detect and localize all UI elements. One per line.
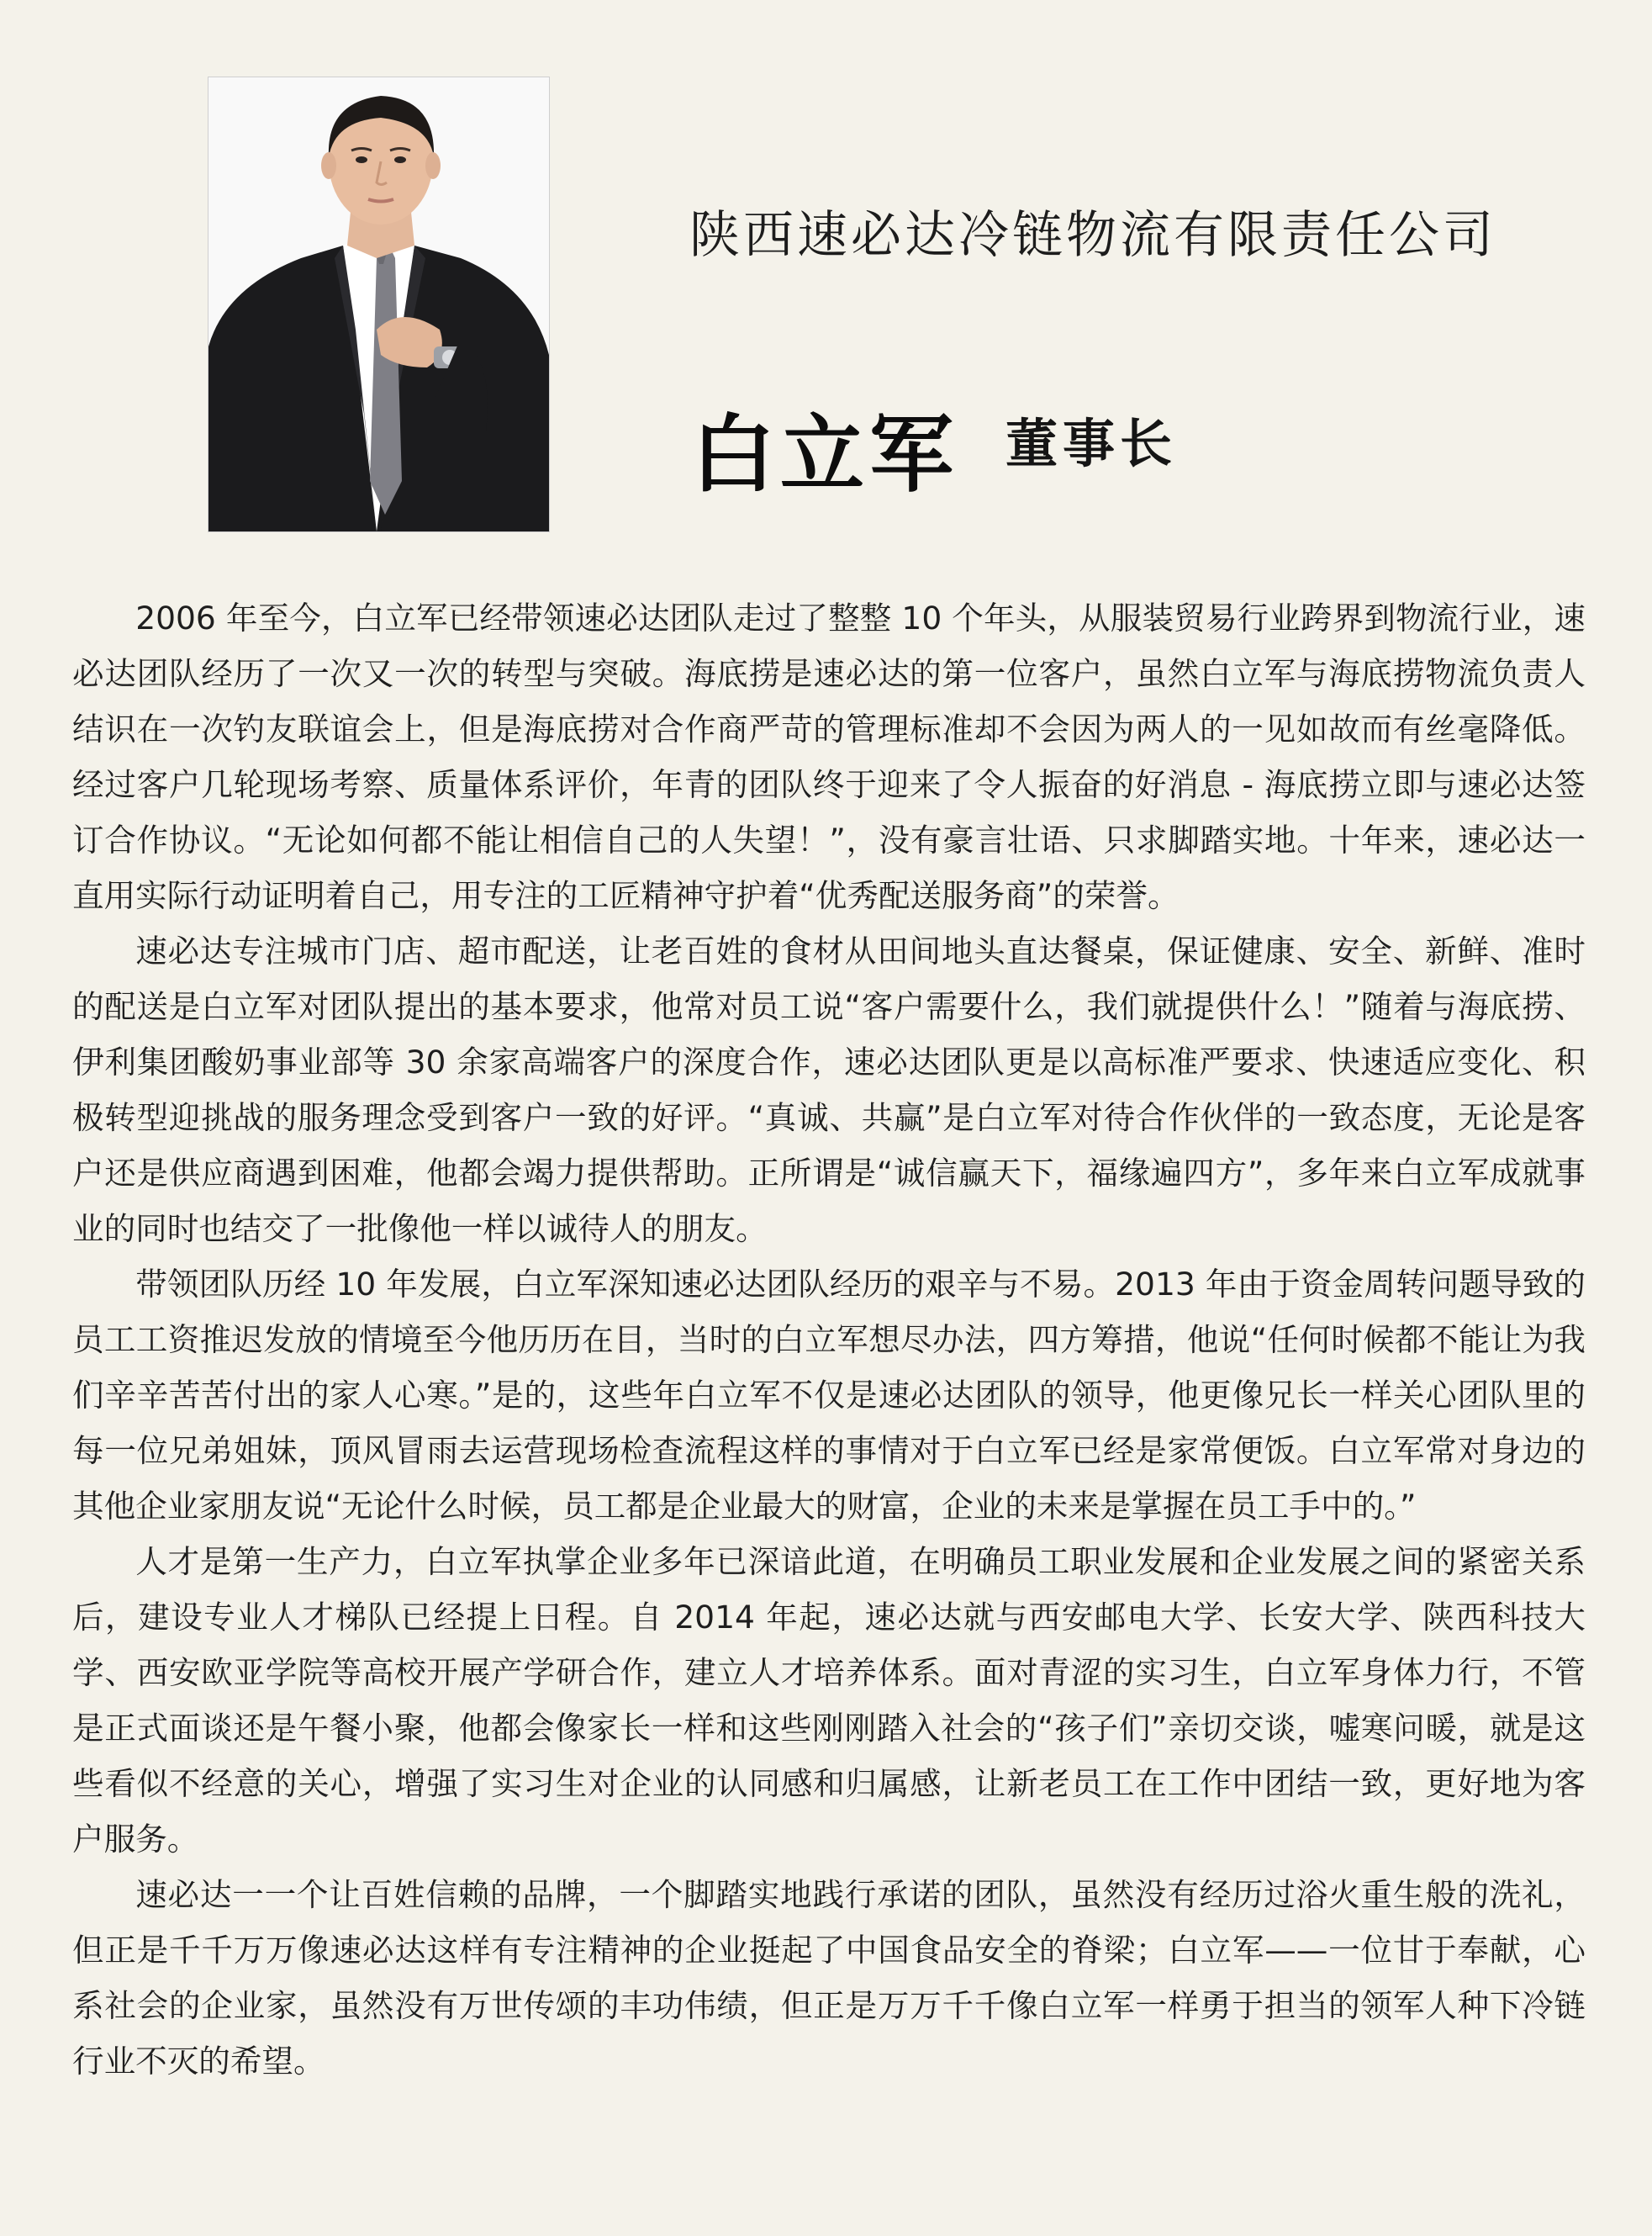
- person-portrait-icon: [208, 77, 549, 531]
- article-paragraph: 带领团队历经 10 年发展，白立军深知速必达团队经历的艰辛与不易。2013 年由于资金周转问题导致的员工工资推迟发放的情境至今他历历在目，当时的白立军想尽办法，四方筹措，他说“任何时候都不能让为我们辛辛苦苦付出的家人心寒。”是的，这些年白立军不仅是速必达团队的领导，他更像兄长一样关心团队里的每一位兄弟姐妹，顶风冒雨去运营现场检查流程这样的事情对于白立军已经是家常便饭。白立军常对身边的其他企业家朋友说“无论什么时候，员工都是企业最大的财富，企业的未来是掌握在员工手中的。”: [72, 1266, 1586, 1525]
- person-name: 白立军: [691, 405, 958, 504]
- article-paragraph: 人才是第一生产力，白立军执掌企业多年已深谙此道，在明确员工职业发展和企业发展之间的紧密关系后，建设专业人才梯队已经提上日程。自 2014 年起，速必达就与西安邮电大学、长安大学、陕西科技大学、西安欧亚学院等高校开展产学研合作，建立人才培养体系。面对青涩的实习生，白立军身体力行，不管是正式面谈还是午餐小聚，他都会像家长一样和这些刚刚踏入社会的“孩子们”亲切交谈，嘘寒问暖，就是这些看似不经意的关心，增强了实习生对企业的认同感和归属感，让新老员工在工作中团结一致，更好地为客户服务。: [72, 1543, 1586, 1858]
- article-paragraph: 速必达专注城市门店、超市配送，让老百姓的食材从田间地头直达餐桌，保证健康、安全、新鲜、准时的配送是白立军对团队提出的基本要求，他常对员工说“客户需要什么，我们就提供什么！”随着与海底捞、伊利集团酸奶事业部等 30 余家高端客户的深度合作，速必达团队更是以高标准严要求、快速适应变化、积极转型迎挑战的服务理念受到客户一致的好评。“真诚、共赢”是白立军对待合作伙伴的一致态度，无论是客户还是供应商遇到困难，他都会竭力提供帮助。正所谓是“诚信赢天下，福缘遍四方”，多年来白立军成就事业的同时也结交了一批像他一样以诚待人的朋友。: [72, 933, 1586, 1247]
- portrait-photo: [208, 77, 549, 531]
- company-name: 陕西速必达冷链物流有限责任公司: [689, 206, 1496, 265]
- article-paragraph: 2006 年至今，白立军已经带领速必达团队走过了整整 10 个年头，从服装贸易行业跨界到物流行业，速必达团队经历了一次又一次的转型与突破。海底捞是速必达的第一位客户，虽然白立军与海底捞物流负责人结识在一次钓友联谊会上，但是海底捞对合作商严苛的管理标准却不会因为两人的一见如故而有丝毫降低。经过客户几轮现场考察、质量体系评价，年青的团队终于迎来了令人振奋的好消息 - 海底捞立即与速必达签订合作协议。“无论如何都不能让相信自己的人失望！”，没有豪言壮语、只求脚踏实地。十年来，速必达一直用实际行动证明着自己，用专注的工匠精神守护着“优秀配送服务商”的荣誉。: [72, 600, 1586, 914]
- article-body: [72, 590, 1586, 2089]
- person-title: 董事长: [1005, 413, 1178, 474]
- article-paragraph: 速必达一一个让百姓信赖的品牌，一个脚踏实地践行承诺的团队，虽然没有经历过浴火重生般的洗礼，但正是千千万万像速必达这样有专注精神的企业挺起了中国食品安全的脊梁；白立军——一位甘于奉献，心系社会的企业家，虽然没有万世传颂的丰功伟绩，但正是万万千千像白立军一样勇于担当的领军人种下冷链行业不灭的希望。: [72, 1876, 1586, 2080]
